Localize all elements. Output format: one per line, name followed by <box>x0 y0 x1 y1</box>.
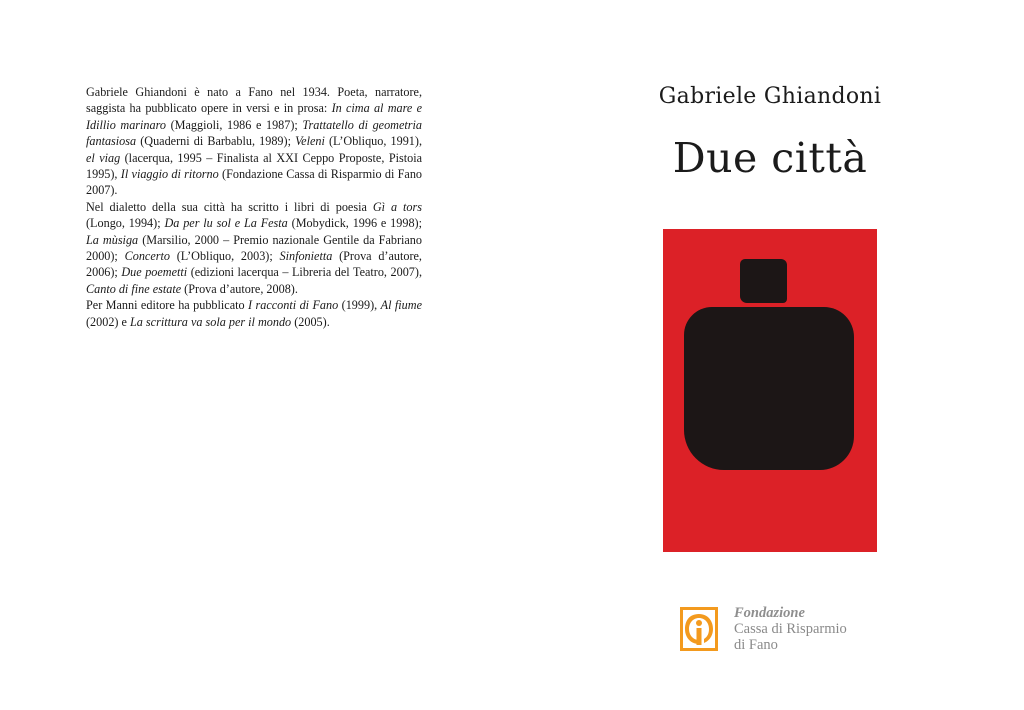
bio-book-title: In cima al mare e Idillio marinaro <box>86 101 422 132</box>
artwork-large-black-shape <box>684 307 854 470</box>
bio-text: (Prova d’autore, 2008). <box>181 281 298 296</box>
foundation-line-2: Cassa di Risparmio <box>734 621 847 637</box>
bio-book-title: Il viaggio di ritorno <box>120 167 219 182</box>
bio-text: Nel dialetto della sua città ha scritto i libri di poesia <box>86 199 373 214</box>
bio-book-title: Al fiume <box>380 298 422 313</box>
bio-text: (Prova d’autore, 2006); <box>86 249 422 280</box>
bio-text: (Maggioli, 1986 e 1987); <box>166 117 303 132</box>
bio-book-title: Due poemetti <box>121 265 188 280</box>
bio-book-title: Canto di fine estate <box>86 281 182 296</box>
bio-book-title: Gì a tors <box>372 199 422 214</box>
bio-book-title: Veleni <box>295 134 325 149</box>
bio-text: (2005). <box>291 314 330 329</box>
bio-text: (Mobydick, 1996 e 1998); <box>287 216 423 231</box>
bio-text: (L’Obliquo, 1991), <box>324 134 422 149</box>
bio-book-title: La mùsiga <box>86 232 139 247</box>
bio-text: (Longo, 1994); <box>86 216 165 231</box>
bio-book-title: Trattatello di geometria fantasiosa <box>86 117 422 149</box>
bio-text: Gabriele Ghiandoni è nato a Fano nel 1934. Poeta, narratore, saggista ha pubblicato opere in versi e in prosa: <box>86 85 422 116</box>
foundation-name <box>734 605 847 653</box>
bio-text: (Fondazione Cassa di Risparmio di Fano 2007). <box>86 167 423 198</box>
foundation-line-3: di Fano <box>734 637 778 653</box>
bio-book-title: Da per lu sol e La Festa <box>164 216 288 231</box>
bio-book-title: el viag <box>86 150 121 165</box>
author-biography <box>86 84 422 330</box>
bio-text: (1999), <box>338 298 381 313</box>
bio-text: (2002) e <box>86 314 130 329</box>
foundation-logo-icon <box>680 607 718 651</box>
bio-text: (edizioni lacerqua – Libreria del Teatro, 2007), <box>187 265 422 280</box>
bio-paragraph <box>86 297 422 330</box>
bio-text: Per Manni editore ha pubblicato <box>86 298 249 313</box>
bio-book-title: La scrittura va sola per il mondo <box>130 314 292 329</box>
bio-book-title: Sinfonietta <box>279 249 333 264</box>
artwork-small-black-shape <box>740 259 787 303</box>
bio-paragraph <box>86 199 422 297</box>
bio-text: (Quaderni di Barbablu, 1989); <box>136 134 296 149</box>
bio-book-title: I racconti di Fano <box>248 298 339 313</box>
bio-text: (Marsilio, 2000 – Premio nazionale Gentile da Fabriano 2000); <box>86 232 422 264</box>
bio-text: (lacerqua, 1995 – Finalista al XXI Ceppo Proposte, Pistoia 1995), <box>86 150 422 182</box>
cover-artwork <box>663 229 877 552</box>
bio-text: (L’Obliquo, 2003); <box>169 249 280 264</box>
author-name: Gabriele Ghiandoni <box>658 84 882 109</box>
bio-book-title: Concerto <box>124 249 170 264</box>
book-title: Due città <box>672 134 868 182</box>
foundation-line-1: Fondazione <box>734 605 805 621</box>
bio-paragraph <box>86 84 422 199</box>
